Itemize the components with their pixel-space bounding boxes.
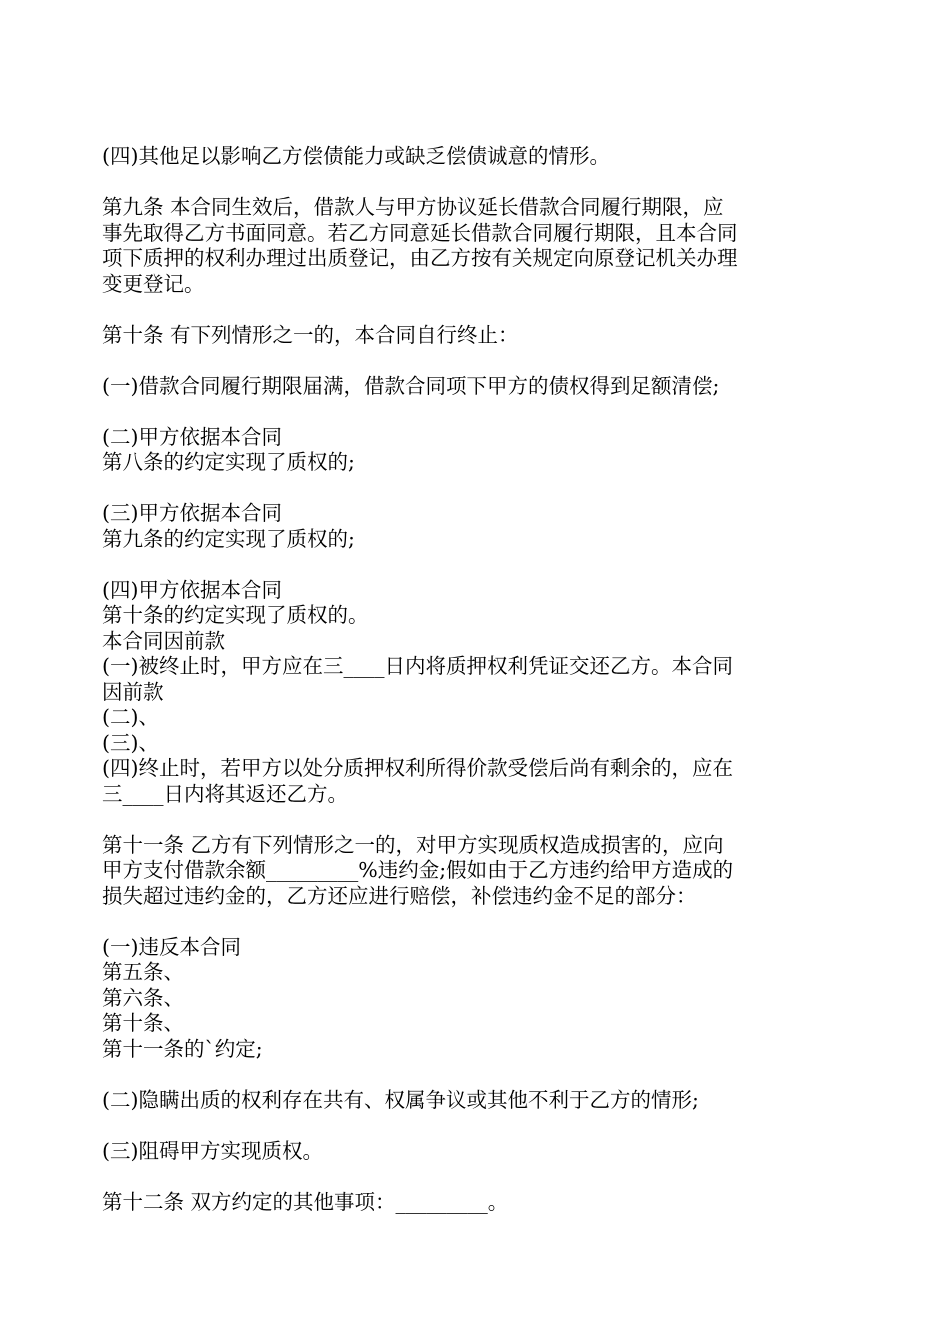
text-line: 第九条 本合同生效后，借款人与甲方协议延长借款合同履行期限，应 — [102, 195, 724, 219]
text-line: (四)其他足以影响乙方偿债能力或缺乏偿债诚意的情形。 — [102, 144, 610, 168]
text-line: 第九条的约定实现了质权的; — [102, 526, 355, 551]
text-line: (三)阻碍甲方实现质权。 — [102, 1138, 323, 1163]
text-line: 本合同因前款 — [102, 628, 225, 653]
text-line: (一)被终止时，甲方应在三____日内将质押权利凭证交还乙方。本合同 — [102, 654, 733, 678]
text-line: 第六条、 — [102, 985, 184, 1010]
article-10-heading — [102, 323, 852, 349]
paragraph — [102, 374, 852, 400]
paragraph — [102, 1088, 852, 1114]
text-line: 项下质押的权利办理过出质登记，由乙方按有关规定向原登记机关办理 — [102, 246, 738, 270]
text-line: 第十条的约定实现了质权的。 — [102, 603, 369, 627]
text-line: (二)甲方依据本合同 — [102, 424, 282, 449]
text-line: (一)违反本合同 — [102, 934, 241, 959]
document-body — [102, 144, 852, 1241]
paragraph — [102, 144, 852, 170]
text-line: 第八条的约定实现了质权的; — [102, 450, 355, 474]
text-line: (二)、 — [102, 705, 159, 729]
text-line: (三)甲方依据本合同 — [102, 501, 282, 525]
text-line: 第五条、 — [102, 960, 184, 984]
paragraph — [102, 935, 852, 1063]
text-line: (二)隐瞒出质的权利存在共有、权属争议或其他不利于乙方的情形; — [102, 1087, 699, 1112]
text-line: 第十二条 双方约定的其他事项：_________。 — [102, 1189, 509, 1214]
text-line: (一)借款合同履行期限届满，借款合同项下甲方的债权得到足额清偿; — [102, 373, 720, 398]
text-line: 事先取得乙方书面同意。若乙方同意延长借款合同履行期限，且本合同 — [102, 220, 738, 245]
article-9-paragraph — [102, 195, 852, 297]
text-line: 第十条 有下列情形之一的，本合同自行终止： — [102, 322, 519, 347]
text-line: 第十条、 — [102, 1011, 184, 1035]
text-line: 三____日内将其返还乙方。 — [102, 781, 348, 806]
article-12-paragraph — [102, 1190, 852, 1216]
text-line: (四)终止时，若甲方以处分质押权利所得价款受偿后尚有剩余的，应在 — [102, 756, 733, 780]
text-line: 损失超过违约金的，乙方还应进行赔偿，补偿违约金不足的部分： — [102, 883, 697, 908]
paragraph — [102, 578, 852, 808]
text-line: 甲方支付借款余额_________%违约金;假如由于乙方违约给甲方造成的 — [102, 858, 734, 882]
text-line: (三)、 — [102, 730, 159, 755]
text-line: 第十一条的`约定; — [102, 1036, 263, 1061]
paragraph — [102, 501, 852, 552]
article-11-paragraph — [102, 833, 852, 910]
text-line: 因前款 — [102, 679, 164, 704]
text-line: (四)甲方依据本合同 — [102, 577, 282, 602]
paragraph — [102, 1139, 852, 1165]
text-line: 第十一条 乙方有下列情形之一的，对甲方实现质权造成损害的，应向 — [102, 832, 724, 857]
text-line: 变更登记。 — [102, 271, 205, 296]
paragraph — [102, 425, 852, 476]
